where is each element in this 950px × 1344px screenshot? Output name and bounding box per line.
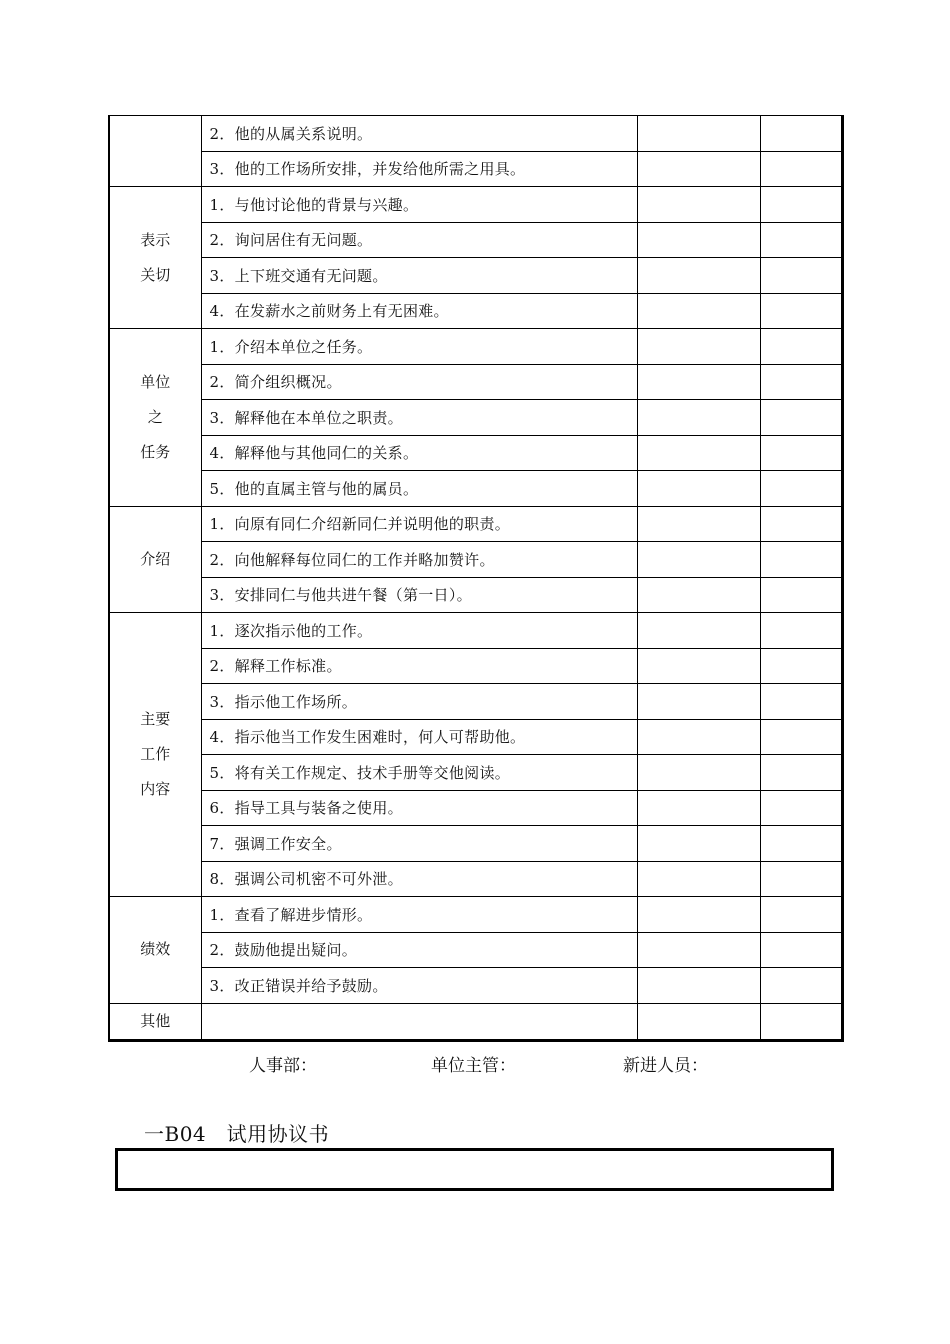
- checklist-row: [109, 790, 842, 826]
- checklist-item: [201, 1003, 637, 1040]
- checklist-row: [109, 897, 842, 933]
- check-cell-date[interactable]: [637, 435, 760, 471]
- category-label-line: 任务: [140, 442, 171, 461]
- checklist-body: [109, 116, 842, 1041]
- checklist-item: 3．安排同仁与他共进午餐（第一日）。: [201, 577, 637, 613]
- checklist-row: [109, 577, 842, 613]
- checklist-row: [109, 187, 842, 223]
- category-label-line: 工作: [140, 745, 171, 763]
- check-cell-mark[interactable]: [760, 648, 842, 684]
- check-cell-mark[interactable]: [760, 293, 842, 329]
- check-cell-mark[interactable]: [760, 861, 842, 897]
- checklist-item: 1．查看了解进步情形。: [201, 897, 637, 933]
- check-cell-mark[interactable]: [760, 577, 842, 613]
- checklist-row: [109, 826, 842, 862]
- checklist-row: [109, 613, 842, 649]
- checklist-row: [109, 435, 842, 471]
- check-cell-date[interactable]: [637, 293, 760, 329]
- checklist-row: [109, 293, 842, 329]
- signature-line: [0, 1051, 950, 1075]
- checklist-item: 3．改正错误并给予鼓励。: [201, 968, 637, 1004]
- check-cell-date[interactable]: [637, 968, 760, 1004]
- check-cell-mark[interactable]: [760, 542, 842, 578]
- checklist-item: 6．指导工具与装备之使用。: [201, 790, 637, 826]
- check-cell-mark[interactable]: [760, 932, 842, 968]
- checklist-item: 3．他的工作场所安排，并发给他所需之用具。: [201, 151, 637, 187]
- checklist-row: [109, 968, 842, 1004]
- check-cell-date[interactable]: [637, 116, 760, 152]
- orientation-checklist-table: [108, 115, 844, 1042]
- check-cell-mark[interactable]: [760, 719, 842, 755]
- category-cell: [109, 897, 201, 1004]
- category-cell: [109, 329, 201, 507]
- checklist-item: 2．向他解释每位同仁的工作并略加赞许。: [201, 542, 637, 578]
- new-employee-signature-label: 新进人员：: [623, 1056, 708, 1076]
- checklist-row: [109, 719, 842, 755]
- check-cell-mark[interactable]: [760, 364, 842, 400]
- check-cell-date[interactable]: [637, 151, 760, 187]
- check-cell-mark[interactable]: [760, 116, 842, 152]
- checklist-item: 2．解释工作标准。: [201, 648, 637, 684]
- checklist-item: 3．解释他在本单位之职责。: [201, 400, 637, 436]
- checklist-item: 2．鼓励他提出疑问。: [201, 932, 637, 968]
- check-cell-mark[interactable]: [760, 1003, 842, 1040]
- category-cell: [109, 506, 201, 613]
- category-cell: [109, 187, 201, 329]
- category-label-line: 绩效: [140, 940, 171, 959]
- check-cell-date[interactable]: [637, 897, 760, 933]
- checklist-item: 2．简介组织概况。: [201, 364, 637, 400]
- check-cell-mark[interactable]: [760, 222, 842, 258]
- category-label-line: 关切: [140, 265, 171, 284]
- checklist-row: [109, 684, 842, 720]
- checklist-row: [109, 471, 842, 507]
- check-cell-mark[interactable]: [760, 258, 842, 294]
- check-cell-date[interactable]: [637, 826, 760, 862]
- check-cell-date[interactable]: [637, 613, 760, 649]
- checklist-item: 1．逐次指示他的工作。: [201, 613, 637, 649]
- checklist-row: [109, 329, 842, 365]
- checklist-row: [109, 932, 842, 968]
- agreement-box: [115, 1148, 834, 1191]
- check-cell-date[interactable]: [637, 222, 760, 258]
- category-cell: [109, 116, 201, 187]
- check-cell-mark[interactable]: [760, 400, 842, 436]
- category-cell: [109, 1003, 201, 1040]
- checklist-item: 2．他的从属关系说明。: [201, 116, 637, 152]
- checklist-item: 3．指示他工作场所。: [201, 684, 637, 720]
- checklist-row: [109, 506, 842, 542]
- checklist-item: 2．询问居住有无问题。: [201, 222, 637, 258]
- check-cell-date[interactable]: [637, 684, 760, 720]
- supervisor-signature-label: 单位主管：: [431, 1056, 516, 1076]
- checklist-item: 1．向原有同仁介绍新同仁并说明他的职责。: [201, 506, 637, 542]
- checklist-row: [109, 400, 842, 436]
- check-cell-date[interactable]: [637, 861, 760, 897]
- check-cell-mark[interactable]: [760, 968, 842, 1004]
- check-cell-date[interactable]: [637, 471, 760, 507]
- hr-signature-label: 人事部：: [249, 1056, 317, 1076]
- checklist-row: [109, 1003, 842, 1040]
- check-cell-date[interactable]: [637, 1003, 760, 1040]
- check-cell-mark[interactable]: [760, 613, 842, 649]
- checklist-row: [109, 755, 842, 791]
- checklist-row: [109, 116, 842, 152]
- checklist-row: [109, 648, 842, 684]
- checklist-item: 4．指示他当工作发生困难时，何人可帮助他。: [201, 719, 637, 755]
- checklist-item: 4．解释他与其他同仁的关系。: [201, 435, 637, 471]
- checklist-row: [109, 151, 842, 187]
- check-cell-date[interactable]: [637, 364, 760, 400]
- check-cell-mark[interactable]: [760, 471, 842, 507]
- category-label-line: 之: [147, 407, 163, 426]
- check-cell-date[interactable]: [637, 506, 760, 542]
- category-label-line: 主要: [140, 710, 171, 728]
- checklist-item: 5．他的直属主管与他的属员。: [201, 471, 637, 507]
- check-cell-mark[interactable]: [760, 329, 842, 365]
- check-cell-mark[interactable]: [760, 897, 842, 933]
- check-cell-date[interactable]: [637, 932, 760, 968]
- checklist-row: [109, 222, 842, 258]
- checklist-row: [109, 258, 842, 294]
- check-cell-date[interactable]: [637, 400, 760, 436]
- section-title: 一B04 试用协议书: [144, 1122, 330, 1146]
- check-cell-date[interactable]: [637, 577, 760, 613]
- check-cell-date[interactable]: [637, 755, 760, 791]
- checklist-item: 7．强调工作安全。: [201, 826, 637, 862]
- checklist-item: 3．上下班交通有无问题。: [201, 258, 637, 294]
- check-cell-mark[interactable]: [760, 187, 842, 223]
- checklist-row: [109, 364, 842, 400]
- check-cell-date[interactable]: [637, 187, 760, 223]
- check-cell-date[interactable]: [637, 258, 760, 294]
- category-label-line: 介绍: [140, 549, 171, 568]
- category-label-line: 内容: [140, 780, 171, 798]
- check-cell-date[interactable]: [637, 542, 760, 578]
- check-cell-mark[interactable]: [760, 506, 842, 542]
- checklist-row: [109, 542, 842, 578]
- check-cell-date[interactable]: [637, 648, 760, 684]
- category-label-line: 其他: [140, 1011, 171, 1030]
- check-cell-mark[interactable]: [760, 790, 842, 826]
- check-cell-date[interactable]: [637, 790, 760, 826]
- checklist-item: 8．强调公司机密不可外泄。: [201, 861, 637, 897]
- category-cell: [109, 613, 201, 897]
- checklist-row: [109, 861, 842, 897]
- check-cell-date[interactable]: [637, 329, 760, 365]
- category-label-line: 表示: [140, 230, 171, 249]
- category-label-line: 单位: [140, 372, 171, 391]
- check-cell-date[interactable]: [637, 719, 760, 755]
- checklist-item: 1．与他讨论他的背景与兴趣。: [201, 187, 637, 223]
- checklist-item: 1．介绍本单位之任务。: [201, 329, 637, 365]
- check-cell-mark[interactable]: [760, 684, 842, 720]
- checklist-item: 5．将有关工作规定、技术手册等交他阅读。: [201, 755, 637, 791]
- check-cell-mark[interactable]: [760, 435, 842, 471]
- check-cell-mark[interactable]: [760, 755, 842, 791]
- check-cell-mark[interactable]: [760, 151, 842, 187]
- check-cell-mark[interactable]: [760, 826, 842, 862]
- checklist-item: 4．在发薪水之前财务上有无困难。: [201, 293, 637, 329]
